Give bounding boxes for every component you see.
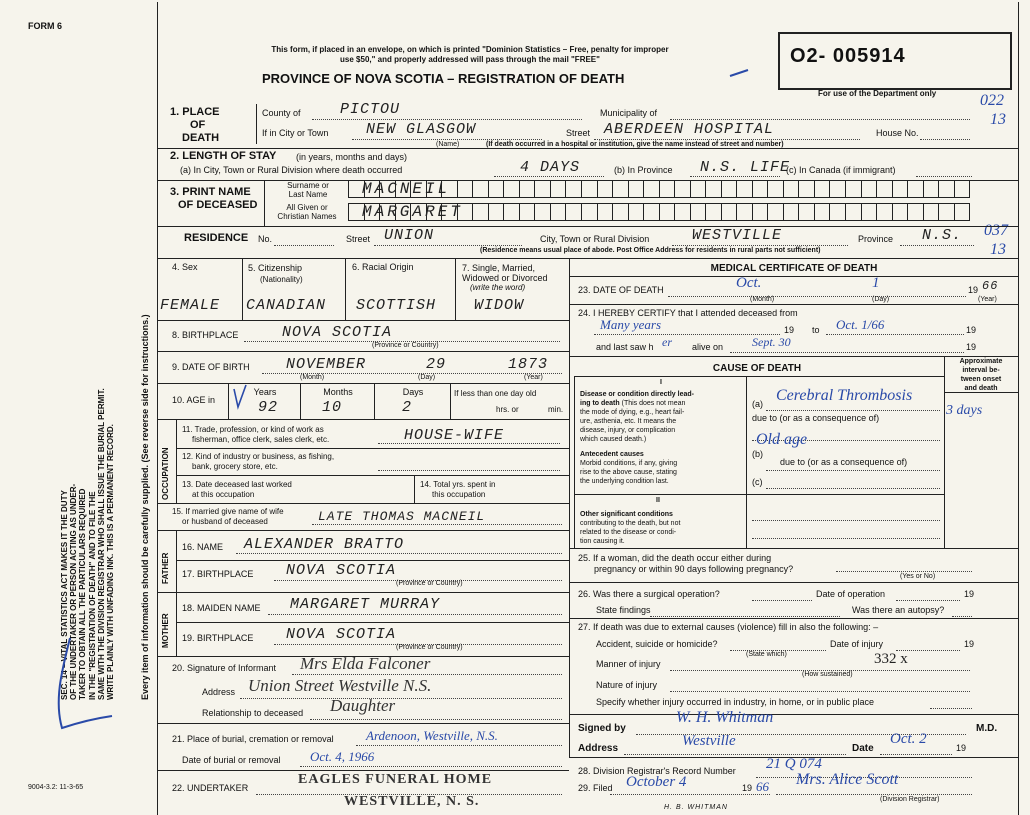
informant-address-label: Address: [202, 687, 236, 697]
direct-cause-label: Disease or condition directly lead- ing to death (This does not mean the mode of dying, e.g., heart fail- ure, asthenia, etc. It means the disease, injury, or complication which caused death.): [580, 391, 694, 443]
city-label: If in City or Town: [262, 128, 329, 138]
cause-a-value: Cerebral Thrombosis: [776, 387, 913, 404]
stay-a-label: (a) In City, Town or Rural Division where death occurred: [180, 165, 403, 175]
county-value: PICTOU: [340, 101, 401, 118]
dept-code-1: 022: [980, 92, 1004, 109]
residence-city-label: City, Town or Rural Division: [540, 234, 650, 244]
residence-street-label: Street: [346, 234, 371, 244]
place-label: 1. PLACE OF DEATH: [170, 106, 220, 144]
dept-code-3: 037: [984, 222, 1008, 239]
marital-label: 7. Single, Married, Widowed or Divorced (write the word): [462, 263, 548, 292]
dob-year: 1873: [508, 356, 549, 373]
center-divider: [569, 258, 570, 757]
form-code: 9004-3.2: 11-3-65: [28, 784, 84, 791]
findings-label: State findings: [596, 605, 651, 615]
trade-value: HOUSE-WIFE: [404, 427, 505, 444]
surname-value: MACNEIL: [362, 180, 451, 198]
street-value: ABERDEEN HOSPITAL: [604, 121, 775, 138]
municipality-label: Municipality of: [600, 108, 658, 118]
age-months-value: 10: [322, 399, 343, 416]
dod-month-label: (Month): [750, 296, 775, 303]
dept-code-4: 13: [990, 241, 1006, 258]
house-label: House No.: [876, 128, 919, 138]
dod-century: 19: [968, 285, 979, 295]
burial-date-label: Date of burial or removal: [182, 755, 281, 765]
stay-b-label: (b) In Province: [614, 165, 673, 175]
age-days-label: Days: [402, 387, 424, 397]
dob-month-label: (Month): [300, 374, 325, 381]
alive-on: Sept. 30: [752, 335, 791, 349]
injury-century: 19: [964, 639, 975, 649]
racial-value: SCOTTISH: [356, 297, 437, 314]
dept-use-label: For use of the Department only: [818, 89, 937, 98]
undertaker-stamp-city: WESTVILLE, N. S.: [344, 794, 480, 809]
age-days-value: 2: [402, 399, 413, 416]
q25-label: 25. If a woman, did the death occur either during pregnancy or within 90 days following pregnancy?: [578, 553, 794, 574]
age-less-label: If less than one day old: [454, 389, 537, 398]
antecedent-label: Antecedent causes Morbid conditions, if any, giving rise to the above cause, stating the underlying condition last.: [580, 451, 678, 485]
filed-century: 19: [742, 783, 753, 793]
injury-date-label: Date of injury: [830, 639, 884, 649]
how-sustained-label: (How sustained): [802, 671, 853, 678]
residence-street-value: UNION: [384, 227, 435, 244]
roman-1: I: [660, 379, 662, 386]
mother-name-label: 18. MAIDEN NAME: [182, 603, 261, 613]
burial-place: Ardenoon, Westville, N.S.: [366, 728, 498, 743]
registration-number: O2- 005914: [790, 45, 906, 67]
undertaker-label: 22. UNDERTAKER: [172, 783, 249, 793]
op-century: 19: [964, 589, 975, 599]
dob-month: NOVEMBER: [286, 356, 367, 373]
mail-notice: This form, if placed in an envelope, on which is printed "Dominion Statistics – Free, penalty for improper use $50," and properly addressed will pass through the mail "FREE": [271, 45, 669, 64]
last-saw-label: and last saw h: [596, 342, 654, 352]
medical-date: Oct. 2: [890, 731, 927, 747]
side-notice-2: Every item of information should be carefully supplied. (See reverse side for instructions.): [140, 314, 150, 700]
medical-address: Westville: [682, 733, 736, 749]
given-value: MARGARET: [362, 203, 463, 221]
physician-name-stamp: H. B. WHITMAN: [664, 804, 728, 811]
residence-note: (Residence means usual place of abode. Post Office Address for residents in rural parts not sufficient): [480, 247, 821, 254]
father-bp-sub: (Province or Country): [396, 580, 463, 587]
alive-label: alive on: [692, 342, 724, 352]
left-border: [157, 2, 158, 815]
father-name-label: 16. NAME: [182, 542, 224, 552]
residence-city-value: WESTVILLE: [692, 227, 783, 244]
medical-date-century: 19: [956, 743, 967, 753]
margin-check-mark: [40, 630, 120, 740]
street-label: Street: [566, 128, 591, 138]
ink-mark: [728, 68, 752, 82]
due-to-1: due to (or as a consequence of): [752, 413, 880, 423]
accident-label: Accident, suicide or homicide?: [596, 639, 718, 649]
age-years-value: 92: [258, 399, 279, 416]
dod-day: 1: [872, 275, 880, 291]
stay-sub: (in years, months and days): [296, 152, 408, 162]
dod-day-label: (Day): [872, 296, 890, 303]
md-label: M.D.: [976, 723, 998, 734]
city-value: NEW GLASGOW: [366, 121, 477, 138]
to-label: to: [812, 325, 820, 335]
cause-c-label: (c): [752, 477, 763, 487]
form-title: PROVINCE OF NOVA SCOTIA – REGISTRATION OF DEATH: [262, 71, 625, 86]
birthplace-sub: (Province or Country): [372, 342, 439, 349]
stay-c-label: (c) In Canada (if immigrant): [786, 165, 896, 175]
medical-date-label: Date: [852, 743, 874, 754]
age-months-label: Months: [323, 387, 353, 397]
last-saw-h: er: [662, 335, 672, 349]
q14-label: 14. Total yrs. spent in this occupation: [420, 480, 496, 499]
burial-date: Oct. 4, 1966: [310, 749, 375, 764]
father-bp-value: NOVA SCOTIA: [286, 562, 397, 579]
q11-label: 11. Trade, profession, or kind of work as fisherman, office clerk, sales clerk, etc.: [182, 425, 330, 444]
age-label: 10. AGE in: [172, 395, 216, 405]
age-min-label: min.: [548, 405, 564, 414]
residence-province-value: N.S.: [922, 227, 963, 244]
signed-by-label: Signed by: [578, 723, 626, 734]
sex-label: 4. Sex: [172, 262, 198, 272]
informant-label: 20. Signature of Informant: [172, 663, 277, 673]
informant-address: Union Street Westville N.S.: [248, 676, 432, 695]
dod-year: 66: [982, 279, 999, 293]
interval-header: Approximate interval be- tween onset and death: [959, 358, 1003, 392]
stay-b-value: N.S. LIFE: [700, 159, 791, 176]
medical-address-label: Address: [578, 743, 619, 754]
mother-name-value: MARGARET MURRAY: [290, 596, 441, 613]
from-century: 19: [784, 325, 795, 335]
hospital-note: (If death occurred in a hospital or institution, give the name instead of street and number): [486, 141, 784, 148]
father-side-label: FATHER: [161, 552, 170, 584]
sex-value: FEMALE: [160, 297, 221, 314]
medical-header: MEDICAL CERTIFICATE OF DEATH: [710, 263, 878, 274]
registrar-signature: Mrs. Alice Scott: [796, 771, 899, 788]
relationship-value: Daughter: [330, 696, 396, 715]
alive-century: 19: [966, 342, 977, 352]
q29-label: 29. Filed: [578, 783, 613, 793]
dept-code-2: 13: [990, 111, 1006, 128]
mother-bp-label: 19. BIRTHPLACE: [182, 633, 254, 643]
citizenship-label: 5. Citizenship (Nationality): [248, 263, 303, 284]
dob-day-label: (Day): [418, 374, 436, 381]
right-border: [1018, 2, 1019, 815]
mother-bp-value: NOVA SCOTIA: [286, 626, 397, 643]
birthplace-value: NOVA SCOTIA: [282, 324, 393, 341]
manner-value: 332 x: [874, 651, 908, 667]
cause-b-label: (b): [752, 449, 763, 459]
birthplace-label: 8. BIRTHPLACE: [172, 330, 239, 340]
other-conditions-label: Other significant conditions contributing to the death, but not related to the disease or condi- tion causing it.: [580, 511, 681, 545]
q26-label: 26. Was there a surgical operation?: [578, 589, 720, 599]
form-label: FORM 6: [28, 21, 63, 31]
informant-signature: Mrs Elda Falconer: [300, 654, 431, 673]
nature-label: Nature of injury: [596, 680, 658, 690]
op-date-label: Date of operation: [816, 589, 886, 599]
burial-label: 21. Place of burial, cremation or removal: [172, 734, 334, 744]
dod-month: Oct.: [736, 275, 762, 291]
side-notice: SEC. 14 – VITAL STATISTICS ACT MAKES IT THE DUTY OF THE UNDERTAKER OR PERSON ACTING AS UNDER- TAKER TO OBTAIN ALL THE PARTICULARS REQUIRED IN THE "REGISTRATION OF DEATH" AND TO FILE THE SAME WITH THE DIVISION REGISTRAR WHO SHALL ISSUE THE BURIAL PERMIT. WRITE PLAINLY WITH UNFADING INK. THIS IS A PERMANENT RECORD.: [60, 388, 115, 700]
occupation-side-label: OCCUPATION: [161, 447, 170, 500]
dod-year-label: (Year): [978, 296, 997, 303]
roman-2: II: [656, 497, 660, 504]
father-name-value: ALEXANDER BRATTO: [244, 536, 405, 553]
manner-label: Manner of injury: [596, 659, 661, 669]
q12-label: 12. Kind of industry or business, as fishing, bank, grocery store, etc.: [182, 452, 335, 471]
cause-a-label: (a): [752, 399, 763, 409]
age-hrs-label: hrs. or: [496, 405, 519, 414]
dob-label: 9. DATE OF BIRTH: [172, 362, 250, 372]
industry-label: Specify whether injury occurred in industry, in home, or in public place: [596, 697, 874, 707]
county-label: County of: [262, 108, 301, 118]
dob-day: 29: [426, 356, 447, 373]
mother-bp-sub: (Province or Country): [396, 644, 463, 651]
undertaker-stamp-name: EAGLES FUNERAL HOME: [298, 772, 493, 787]
age-check-mark: [230, 383, 250, 413]
certify-label: 24. I HEREBY CERTIFY that I attended deceased from: [578, 308, 798, 318]
residence-province-label: Province: [858, 234, 894, 244]
mother-side-label: MOTHER: [161, 613, 170, 648]
autopsy-label: Was there an autopsy?: [852, 605, 945, 615]
marital-value: WIDOW: [474, 297, 525, 314]
record-number: 21 Q 074: [766, 756, 822, 772]
registrar-label: (Division Registrar): [880, 796, 940, 803]
attended-from: Many years: [600, 317, 662, 332]
given-label: All Given or Christian Names: [277, 203, 337, 221]
surname-label: Surname or Last Name: [287, 181, 329, 199]
father-bp-label: 17. BIRTHPLACE: [182, 569, 254, 579]
spouse-value: LATE THOMAS MACNEIL: [318, 509, 486, 524]
filed-date: October 4: [626, 774, 687, 790]
attended-to: Oct. 1/66: [836, 317, 885, 332]
filed-year: 66: [756, 779, 769, 794]
cause-b-value: Old age: [756, 431, 808, 448]
name-label: 3. PRINT NAME OF DECEASED: [170, 186, 258, 211]
state-which-label: (State which): [746, 651, 787, 658]
physician-signature: W. H. Whitman: [676, 709, 774, 726]
q27-label: 27. If death was due to external causes (violence) fill in also the following: –: [578, 622, 879, 632]
citizenship-value: CANADIAN: [246, 297, 327, 314]
cause-a-interval: 3 days: [946, 403, 983, 418]
dob-year-label: (Year): [524, 374, 543, 381]
q13-label: 13. Date deceased last worked at this occupation: [182, 480, 292, 499]
racial-label: 6. Racial Origin: [352, 262, 414, 272]
yes-no-label: (Yes or No): [900, 573, 936, 580]
relationship-label: Relationship to deceased: [202, 708, 304, 718]
residence-label: RESIDENCE: [184, 232, 249, 244]
cause-header: CAUSE OF DEATH: [712, 363, 802, 374]
q28-label: 28. Division Registrar's Record Number: [578, 766, 736, 776]
to-century: 19: [966, 325, 977, 335]
dod-label: 23. DATE OF DEATH: [578, 285, 664, 295]
city-name-label: (Name): [436, 141, 460, 148]
spouse-label: 15. If married give name of wife or husband of deceased: [172, 507, 284, 526]
age-years-label: Years: [253, 387, 277, 397]
due-to-2: due to (or as a consequence of): [780, 457, 908, 467]
stay-label: 2. LENGTH OF STAY: [170, 150, 277, 162]
residence-no-label: No.: [258, 234, 273, 244]
stay-a-value: 4 DAYS: [520, 159, 581, 176]
